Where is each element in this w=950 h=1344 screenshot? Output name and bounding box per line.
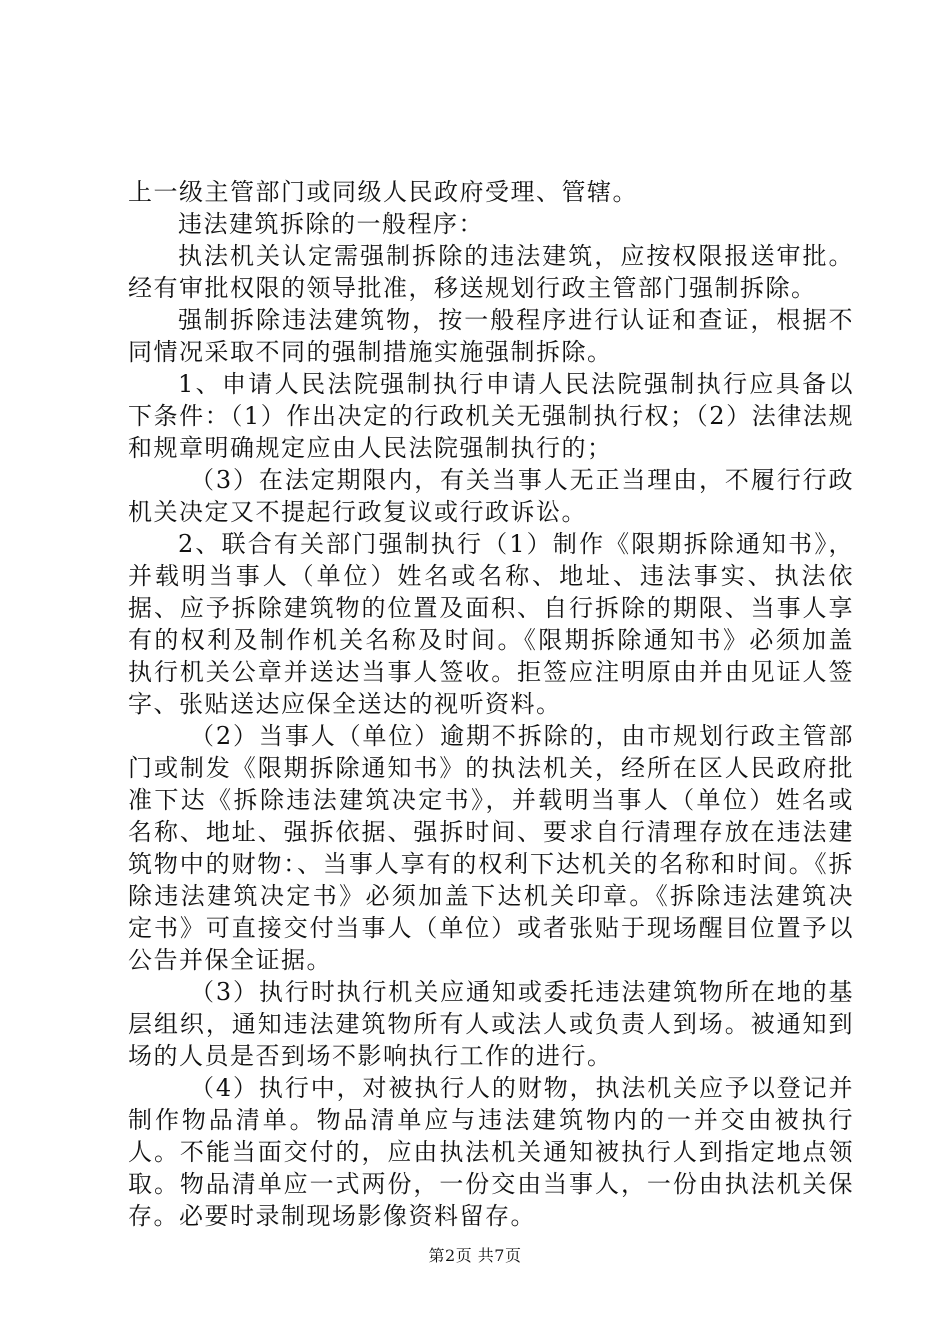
- paragraph-item-2-2: （2）当事人（单位）逾期不拆除的，由市规划行政主管部门或制发《限期拆除通知书》的执法机关，经所在区人民政府批准下达《拆除违法建筑决定书》，并载明当事人（单位）姓名或名称、地址、强拆依据、强拆时间、要求自行清理存放在违法建筑物中的财物：、当事人享有的权利下达机关的名称和时间。《拆除违法建筑决定书》必须加盖下达机关印章。《拆除违法建筑决定书》可直接交付当事人（单位）或者张贴于现场醒目位置予以公告并保全证据。: [128, 722, 854, 974]
- paragraph-continuation: 上一级主管部门或同级人民政府受理、管辖。: [128, 178, 638, 206]
- paragraph-item-2-3: （3）执行时执行机关应通知或委托违法建筑物所在地的基层组织，通知违法建筑物所有人或法人或负责人到场。被通知到场的人员是否到场不影响执行工作的进行。: [128, 978, 854, 1070]
- page-number-footer: 第2页 共7页: [428, 1246, 522, 1265]
- paragraph-enforcement: 强制拆除违法建筑物，按一般程序进行认证和查证，根据不同情况采取不同的强制措施实施强制拆除。: [128, 306, 854, 366]
- paragraph-approval: 执法机关认定需强制拆除的违法建筑，应按权限报送审批。经有审批权限的领导批准，移送规划行政主管部门强制拆除。: [128, 242, 854, 302]
- paragraph-item-1-3: （3）在法定期限内，有关当事人无正当理由，不履行行政机关决定又不提起行政复议或行政诉讼。: [128, 466, 854, 526]
- paragraph-item-1: 1、申请人民法院强制执行申请人民法院强制执行应具备以下条件：（1）作出决定的行政机关无强制执行权；（2）法律法规和规章明确规定应由人民法院强制执行的；: [128, 370, 854, 462]
- paragraph-item-2-4: （4）执行中，对被执行人的财物，执法机关应予以登记并制作物品清单。物品清单应与违法建筑物内的一并交由被执行人。不能当面交付的，应由执法机关通知被执行人到指定地点领取。物品清单应一式两份，一份交由当事人，一份由执法机关保存。必要时录制现场影像资料留存。: [128, 1074, 854, 1230]
- document-body: [128, 176, 854, 1232]
- paragraph-procedure-heading: 违法建筑拆除的一般程序：: [178, 210, 484, 238]
- paragraph-item-2: 2、联合有关部门强制执行（1）制作《限期拆除通知书》，并载明当事人（单位）姓名或名称、地址、违法事实、执法依据、应予拆除建筑物的位置及面积、自行拆除的期限、当事人享有的权利及制作机关名称及时间。《限期拆除通知书》必须加盖执行机关公章并送达当事人签收。拒签应注明原由并由见证人签字、张贴送达应保全送达的视听资料。: [128, 530, 854, 718]
